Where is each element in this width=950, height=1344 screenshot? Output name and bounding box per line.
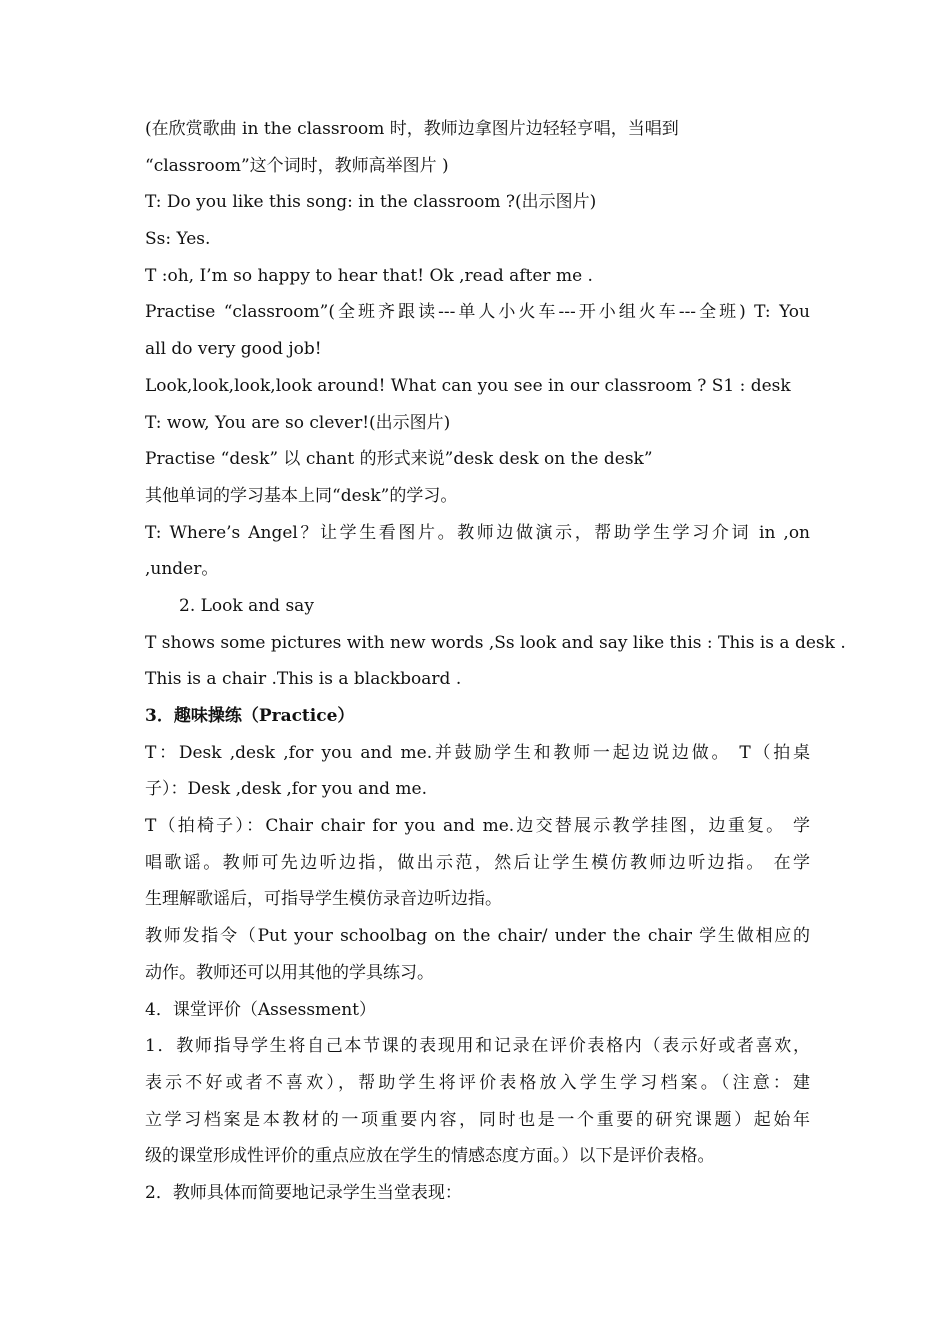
- text-line: 1．教师指导学生将自己本节课的表现用和记录在评价表格内（表示好或者喜欢，: [145, 1036, 810, 1057]
- text-line: “classroom”这个词时，教师高举图片 ): [145, 155, 449, 176]
- text-line: T: wow, You are so clever!(出示图片): [145, 412, 451, 433]
- text-line: 级的课堂形成性评价的重点应放在学生的情感态度方面。）以下是评价表格。: [145, 1146, 715, 1167]
- text-line: T :oh, I’m so happy to hear that! Ok ,read after me .: [145, 265, 593, 286]
- text-line: T：Desk ,desk ,for you and me.并鼓励学生和教师一起边说边做。 T（拍桌: [145, 742, 810, 763]
- text-line: ,under。: [145, 559, 219, 580]
- text-line: T（拍椅子）：Chair chair for you and me.边交替展示教学挂图，边重复。 学: [145, 816, 810, 837]
- section-heading: 2. Look and say: [179, 595, 314, 616]
- text-line: 立学习档案是本教材的一项重要内容，同时也是一个重要的研究课题）起始年: [145, 1109, 810, 1130]
- text-line: Practise “desk” 以 chant 的形式来说”desk desk on the desk”: [145, 449, 653, 470]
- text-line: 生理解歌谣后，可指导学生模仿录音边听边指。: [145, 889, 502, 910]
- text-line: 2．教师具体而简要地记录学生当堂表现：: [145, 1182, 462, 1203]
- text-line: 表示不好或者不喜欢），帮助学生将评价表格放入学生学习档案。（注意：建: [145, 1072, 810, 1093]
- text-line: 唱歌谣。教师可先边听边指，做出示范，然后让学生模仿教师边听边指。 在学: [145, 852, 810, 873]
- text-line: Practise “classroom”(全班齐跟读---单人小火车---开小组火车---全班) T: You: [145, 302, 810, 323]
- section-heading: 3．趣味操练（Practice）: [145, 706, 355, 726]
- text-line: T: Do you like this song: in the classroom ?(出示图片): [145, 192, 597, 213]
- text-line: 子）：Desk ,desk ,for you and me.: [145, 779, 428, 800]
- text-line: 动作。教师还可以用其他的学具练习。: [145, 962, 434, 983]
- text-line: (在欣赏歌曲 in the classroom 时，教师边拿图片边轻轻亨唱，当唱到: [145, 119, 679, 139]
- section-heading: 4．课堂评价（Assessment）: [145, 999, 377, 1020]
- text-line: 其他单词的学习基本上同“desk”的学习。: [145, 485, 458, 506]
- text-line: T: Where’s Angel？让学生看图片。教师边做演示，帮助学生学习介词 in ,on: [145, 522, 810, 543]
- text-line: Ss: Yes.: [145, 229, 211, 250]
- text-line: 教师发指令（Put your schoolbag on the chair/ under the chair 学生做相应的: [145, 926, 810, 947]
- document-body: [145, 111, 846, 1212]
- text-line: T shows some pictures with new words ,Ss look and say like this : This is a desk .: [145, 632, 846, 653]
- text-line: all do very good job!: [145, 339, 322, 360]
- text-line: This is a chair .This is a blackboard .: [145, 669, 462, 690]
- text-line: Look,look,look,look around! What can you see in our classroom ? S1 : desk: [145, 375, 791, 396]
